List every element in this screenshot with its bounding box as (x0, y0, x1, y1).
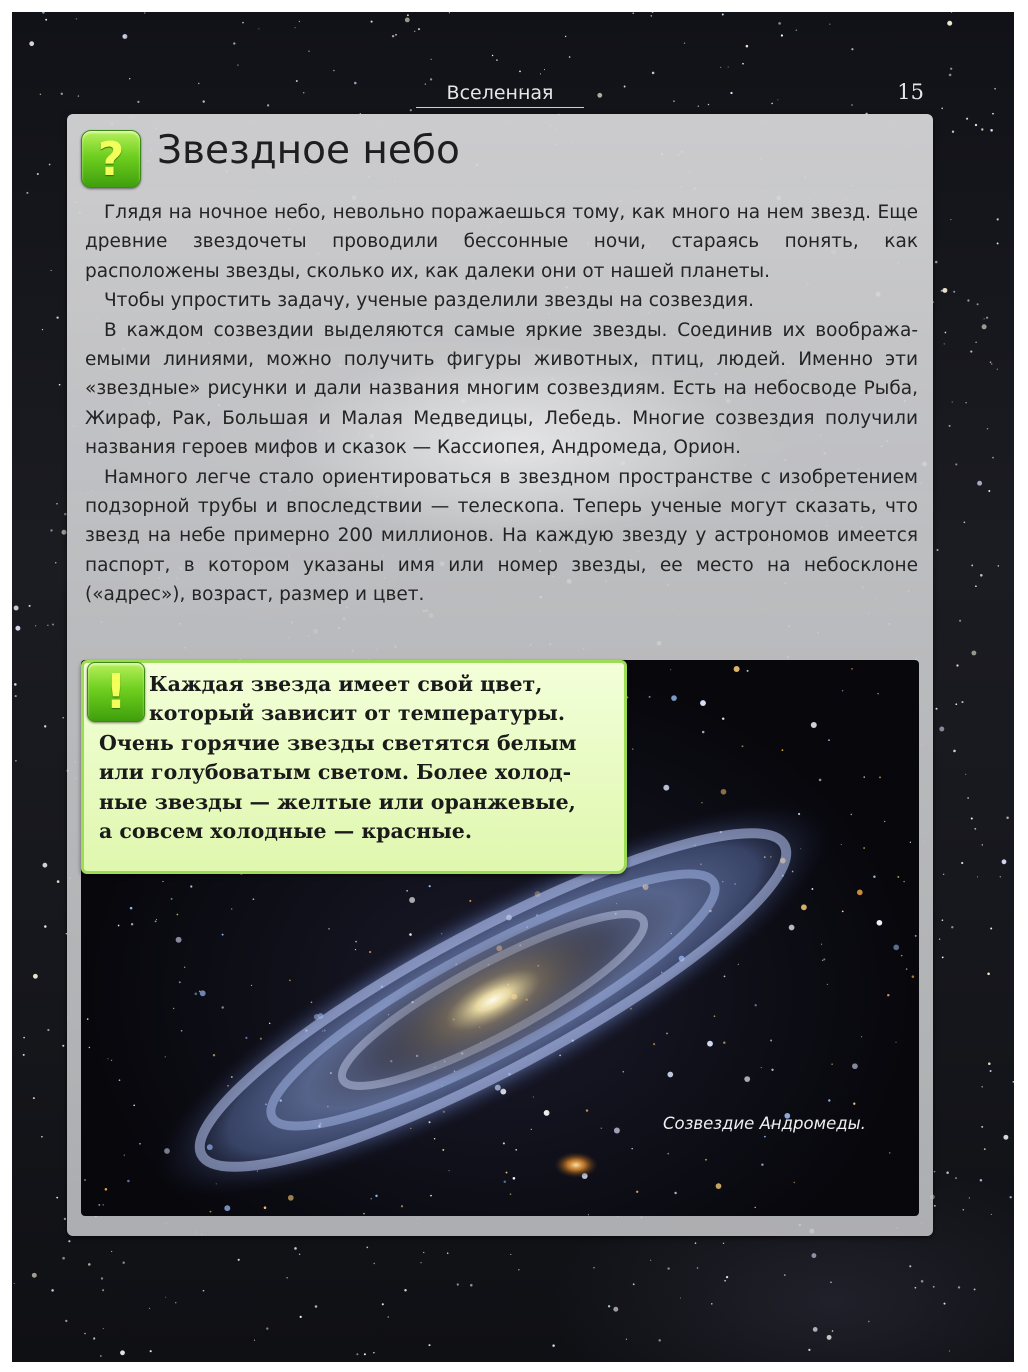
fact-line: Каждая звезда имеет свой цвет, (149, 672, 543, 696)
page-number: 15 (897, 80, 924, 104)
book-page (12, 12, 1014, 1362)
paragraph: Намного легче стало ориентироваться в звездном пространстве с изобретением подзорной трубы и впоследствии — телескопа. Теперь ученые могут сказать, что звезд на небе примерно 200 миллионов. На каждую звезду у астрономов имеется паспорт, в котором указаны имя или номер звезды, ее место на небосклоне («адрес»), возраст, размер и цвет. (85, 466, 918, 606)
article-body (85, 198, 918, 610)
fact-line: ные звезды — желтые или оранжевые, (99, 789, 576, 814)
paragraph: В каждом созвездии выделяются самые яркие звезды. Соединив их воображаемыми линиями, можно получить фигуры животных, птиц, людей. Именно эти «звездные» рисунки и дали названия многим созвездиям. Есть на небосводе Рыба, Жираф, Рак, Большая и Малая Медведицы, Лебедь. Многие созвездия получили названия героев мифов и сказок — Кассиопея, Андромеда, Орион. (85, 319, 918, 459)
fact-line: или голубоватым светом. Более холод- (99, 760, 572, 785)
exclamation-mark-icon: ! (87, 662, 145, 722)
question-mark-icon: ? (81, 130, 141, 188)
photo-caption: Созвездие Андромеды. (663, 1114, 866, 1133)
header-rule (416, 107, 584, 108)
paragraph: Чтобы упростить задачу, ученые разделили звезды на созвездия. (104, 290, 754, 312)
fact-text (99, 670, 609, 846)
article-title: Звездное небо (157, 128, 460, 173)
fact-line: а совсем холодные — красные. (99, 819, 472, 844)
fact-line: который зависит от температуры. (149, 701, 565, 726)
article-panel (67, 114, 933, 1236)
section-name: Вселенная (446, 82, 554, 104)
paragraph: Глядя на ночное небо, невольно поражаешься тому, как много на нем звезд. Еще древние звездочеты проводили бессонные ночи, стараясь понять, как расположены звезды, сколько их, как далеки они от нашей планеты. (85, 202, 918, 282)
fact-line: Очень горячие звезды светятся белым (99, 730, 577, 755)
